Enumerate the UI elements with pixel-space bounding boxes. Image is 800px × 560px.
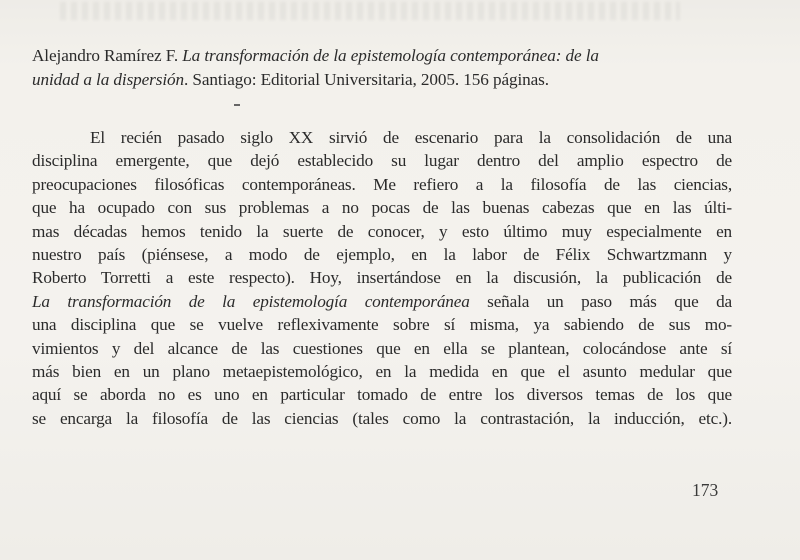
body-line: Roberto Torretti a este respecto). Hoy, insertándose en la discusión, la publicación de (32, 268, 732, 288)
separator-mark (234, 104, 240, 106)
body-line: se encarga la filosofía de las ciencias (tales como la contrastación, la inducción, etc.). (32, 408, 732, 428)
bleed-through-text (60, 2, 680, 20)
author: Alejandro Ramírez F. (32, 46, 183, 65)
body-line: una disciplina que se vuelve reflexivamente sobre sí misma, ya sabiendo de sus mo- (32, 315, 732, 335)
header-line-1 (32, 44, 732, 68)
publication-info: . Santiago: Editorial Universitaria, 2005. 156 páginas. (184, 70, 549, 89)
body-line: que ha ocupado con sus problemas a no pocas de las buenas cabezas que en las últi- (32, 198, 732, 218)
body-line: disciplina emergente, que dejó establecido su lugar dentro del amplio espectro de (32, 151, 732, 171)
body-line: vimientos y del alcance de las cuestiones que en ella se plantean, colocándose ante sí (32, 338, 732, 358)
review-header (32, 44, 732, 92)
body-line-with-title (32, 290, 732, 313)
book-title-part-1: La transformación de la epistemología contemporánea: de la (182, 46, 599, 65)
body-line-rest: señala un paso más que da (469, 291, 733, 311)
header-line-2 (32, 68, 732, 92)
body-line: nuestro país (piénsese, a modo de ejemplo, en la labor de Félix Schwartzmann y (32, 244, 732, 264)
body-line: preocupaciones filosóficas contemporáneas. Me refiero a la filosofía de las ciencias, (32, 174, 732, 194)
review-body (32, 126, 732, 430)
body-line: aquí se aborda no es uno en particular tomado de entre los diversos temas de los que (32, 385, 732, 405)
body-line: más bien en un plano metaepistemológico, en la medida en que el asunto medular que (32, 361, 732, 381)
book-title-inline: La transformación de la epistemología contemporánea (32, 291, 470, 311)
page-number: 173 (692, 480, 719, 500)
book-title-part-2: unidad a la dispersión (32, 70, 185, 89)
body-line: El recién pasado siglo XX sirvió de escenario para la consolidación de una (90, 128, 732, 147)
body-line: mas décadas hemos tenido la suerte de conocer, y esto último muy especialmente en (32, 221, 732, 241)
